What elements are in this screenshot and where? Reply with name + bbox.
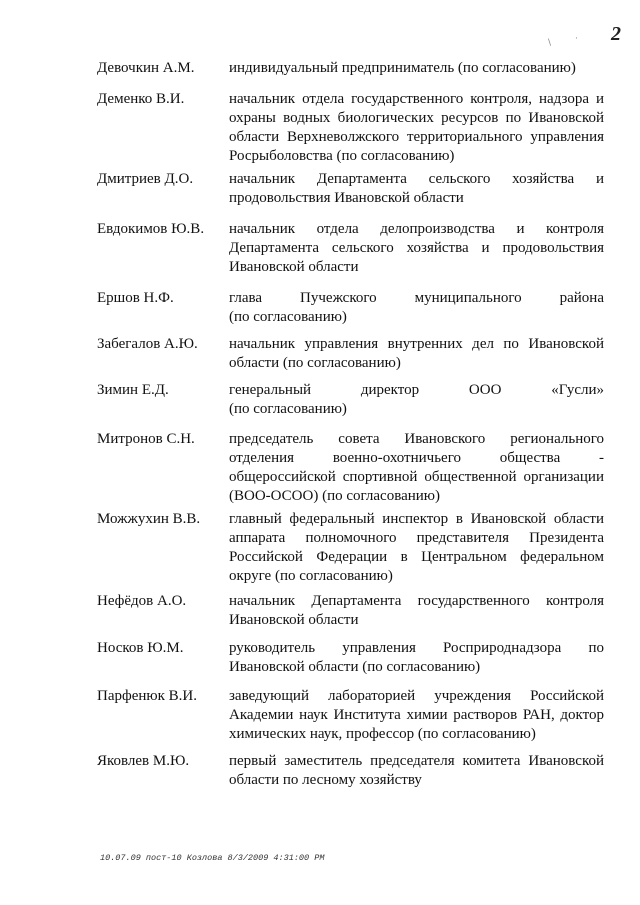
position-line: первый заместитель председателя комитета Ивановской: [229, 753, 604, 769]
member-name: Зимин Е.Д.: [97, 382, 169, 398]
position-line: химических наук, профессор (по согласованию): [229, 726, 536, 742]
member-position: [229, 592, 604, 630]
position-line: начальник отдела государственного контроля, надзора и: [229, 91, 604, 107]
member-name: Деменко В.И.: [97, 91, 185, 107]
member-position: [229, 430, 604, 506]
position-line: Департамента сельского хозяйства и продовольствия: [229, 240, 604, 256]
position-line: председатель совета Ивановского регионального: [229, 431, 604, 447]
member-name: Митронов С.Н.: [97, 431, 195, 447]
position-line: начальник отдела делопроизводства и контроля: [229, 221, 604, 237]
member-position: [229, 90, 604, 166]
document-footer: 10.07.09 пост-10 Козлова 8/3/2009 4:31:00 PM: [100, 853, 325, 863]
member-name: Можжухин В.В.: [97, 511, 201, 527]
member-position: [229, 170, 604, 208]
position-line: области (по согласованию): [229, 355, 401, 371]
position-line: (по согласованию): [229, 401, 347, 417]
member-name: Девочкин А.М.: [97, 60, 195, 76]
scan-mark: \: [548, 38, 552, 48]
position-line: (ВОО-ОСОО) (по согласованию): [229, 488, 441, 504]
member-name: Нефёдов А.О.: [97, 593, 187, 609]
member-name: Яковлев М.Ю.: [97, 753, 190, 769]
position-line: генеральный директор ООО «Гусли»: [229, 382, 604, 398]
position-line: Росрыболовства (по согласованию): [229, 148, 455, 164]
position-line: аппарата полномочного представителя Президента: [229, 530, 604, 546]
member-position: [229, 59, 604, 78]
member-position: [229, 381, 604, 419]
position-line: начальник управления внутренних дел по Ивановской: [229, 336, 604, 352]
position-line: округе (по согласованию): [229, 568, 393, 584]
position-line: главный федеральный инспектор в Ивановской области: [229, 511, 604, 527]
member-name: Дмитриев Д.О.: [97, 171, 194, 187]
position-line: начальник Департамента сельского хозяйства и: [229, 171, 604, 187]
member-name: Парфенюк В.И.: [97, 688, 197, 704]
member-name: Евдокимов Ю.В.: [97, 221, 205, 237]
position-line: Ивановской области: [229, 259, 359, 275]
position-line: начальник Департамента государственного контроля: [229, 593, 604, 609]
page-number: 2: [611, 23, 621, 45]
member-name: Забегалов А.Ю.: [97, 336, 198, 352]
position-line: области по лесному хозяйству: [229, 772, 422, 788]
member-position: [229, 510, 604, 586]
position-line: отделения военно-охотничьего общества -: [229, 450, 604, 466]
position-line: (по согласованию): [229, 309, 347, 325]
position-line: Ивановской области: [229, 612, 359, 628]
position-line: общероссийской спортивной общественной организации: [229, 469, 604, 485]
scan-mark: ·: [575, 34, 578, 44]
position-line: области Верхневолжского территориального управления: [229, 129, 604, 145]
member-name: Носков Ю.М.: [97, 640, 184, 656]
member-position: [229, 639, 604, 677]
position-line: индивидуальный предприниматель (по согласованию): [229, 60, 576, 76]
position-line: Академии наук Института химии растворов РАН, доктор: [229, 707, 604, 723]
member-position: [229, 220, 604, 277]
position-line: Ивановской области (по согласованию): [229, 659, 481, 675]
member-position: [229, 289, 604, 327]
member-position: [229, 687, 604, 744]
member-position: [229, 335, 604, 373]
member-position: [229, 752, 604, 790]
position-line: заведующий лабораторией учреждения Российской: [229, 688, 604, 704]
position-line: Российской Федерации в Центральном федеральном: [229, 549, 604, 565]
position-line: продовольствия Ивановской области: [229, 190, 464, 206]
position-line: охраны водных биологических ресурсов по Ивановской: [229, 110, 604, 126]
position-line: глава Пучежского муниципального района: [229, 290, 604, 306]
position-line: руководитель управления Росприроднадзора по: [229, 640, 604, 656]
member-name: Ершов Н.Ф.: [97, 290, 174, 306]
